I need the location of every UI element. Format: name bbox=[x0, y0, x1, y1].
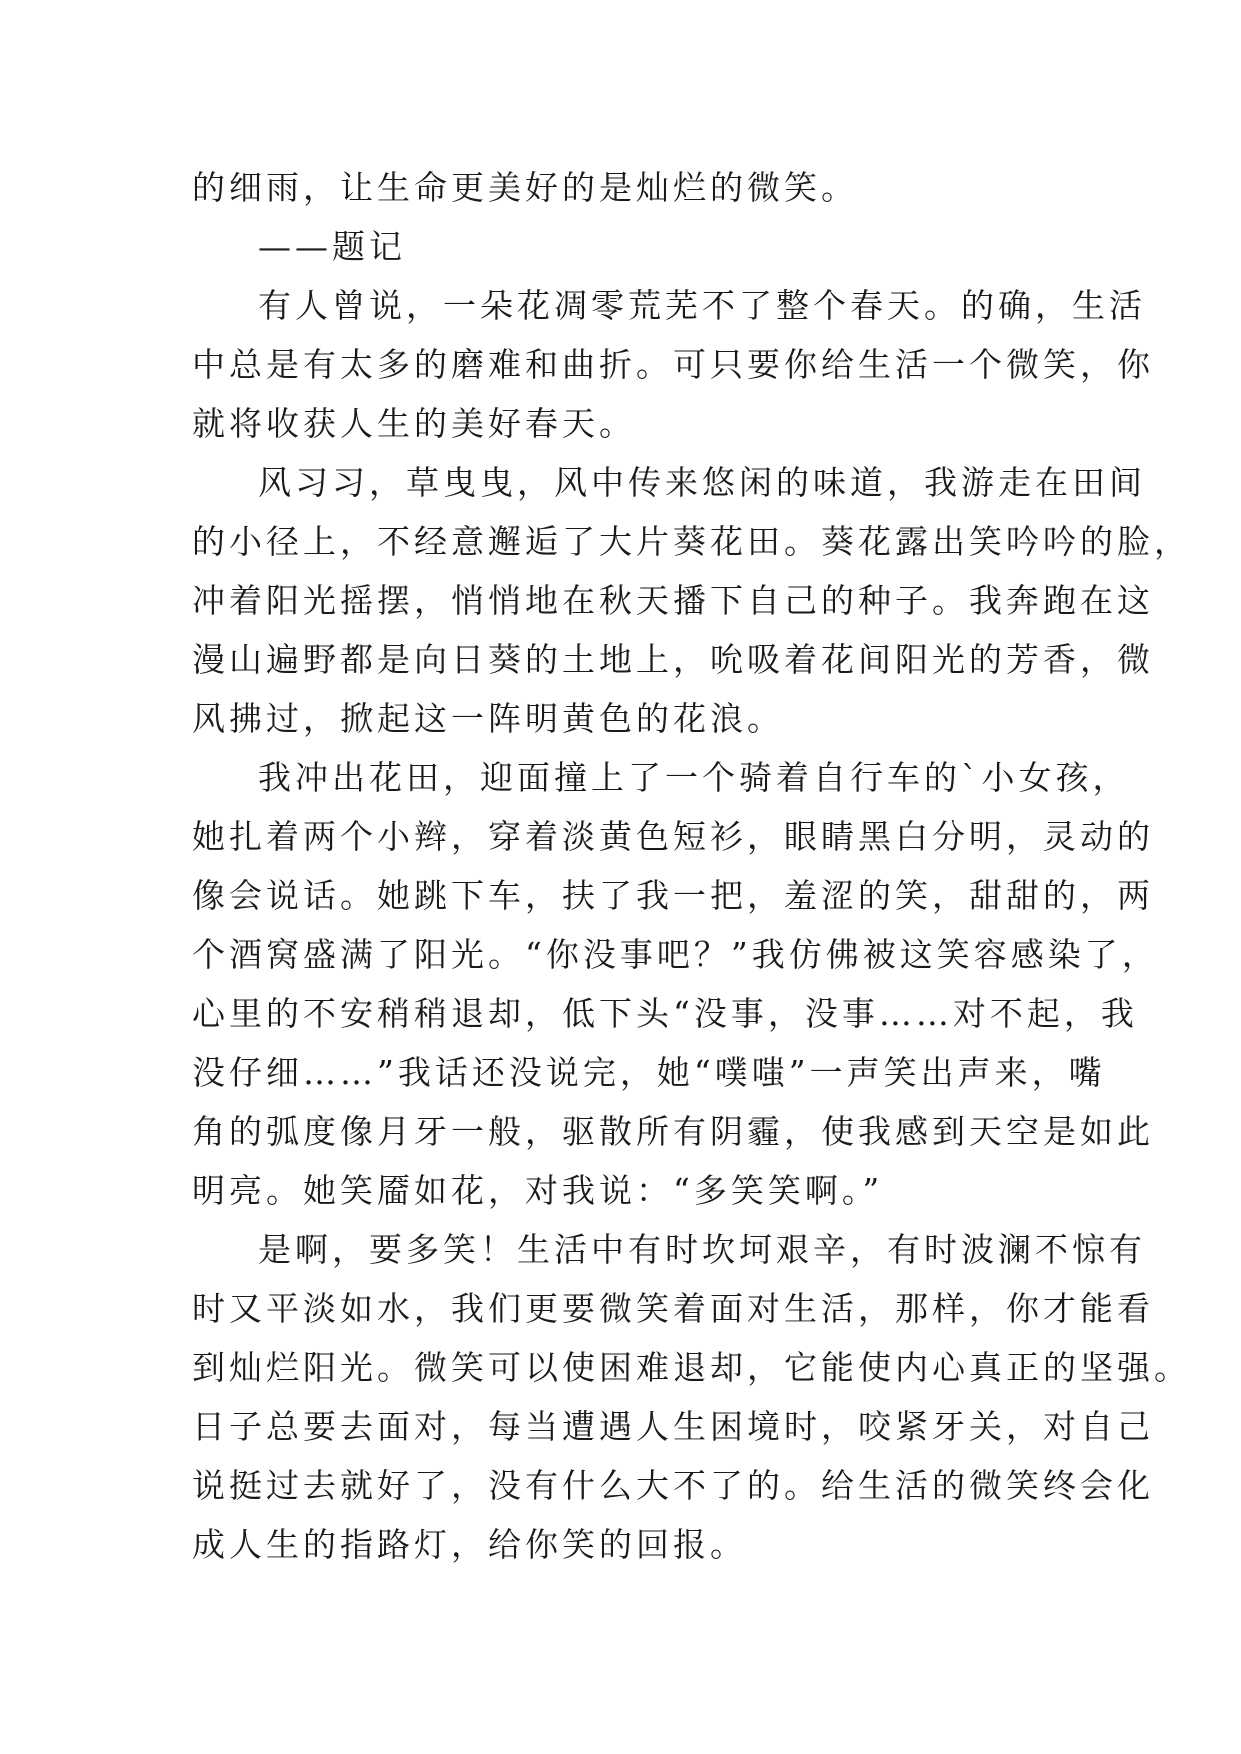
text-line: 时又平淡如水，我们更要微笑着面对生活，那样，你才能看 bbox=[192, 1289, 1154, 1328]
epigraph-attribution: ——题记 bbox=[258, 227, 406, 266]
text-line: 风拂过，掀起这一阵明黄色的花浪。 bbox=[192, 699, 784, 738]
text-line: 冲着阳光摇摆，悄悄地在秋天播下自己的种子。我奔跑在这 bbox=[192, 581, 1154, 620]
text-line: 的小径上，不经意邂逅了大片葵花田。葵花露出笑吟吟的脸， bbox=[192, 522, 1191, 561]
paragraph-start-line: 有人曾说，一朵花凋零荒芜不了整个春天。的确，生活 bbox=[258, 286, 1146, 325]
paragraph-start-line: 是啊，要多笑！生活中有时坎坷艰辛，有时波澜不惊有 bbox=[258, 1230, 1146, 1269]
text-line: 的细雨，让生命更美好的是灿烂的微笑。 bbox=[192, 168, 858, 207]
text-line: 她扎着两个小辫，穿着淡黄色短衫，眼睛黑白分明，灵动的 bbox=[192, 817, 1154, 856]
text-line: 漫山遍野都是向日葵的土地上，吮吸着花间阳光的芳香，微 bbox=[192, 640, 1154, 679]
text-line: 个酒窝盛满了阳光。“你没事吧？”我仿佛被这笑容感染了， bbox=[192, 935, 1159, 974]
paragraph-start-line: 风习习，草曳曳，风中传来悠闲的味道，我游走在田间 bbox=[258, 463, 1146, 502]
text-line: 明亮。她笑靥如花，对我说：“多笑笑啊。” bbox=[192, 1171, 884, 1210]
paragraph-start-line: 我冲出花田，迎面撞上了一个骑着自行车的`小女孩， bbox=[258, 758, 1130, 797]
text-line: 日子总要去面对，每当遭遇人生困境时，咬紧牙关，对自己 bbox=[192, 1407, 1154, 1446]
text-line: 成人生的指路灯，给你笑的回报。 bbox=[192, 1525, 747, 1564]
text-line: 心里的不安稍稍退却，低下头“没事，没事……对不起，我 bbox=[192, 994, 1138, 1033]
text-line: 就将收获人生的美好春天。 bbox=[192, 404, 636, 443]
essay-body bbox=[192, 158, 1191, 1574]
text-line: 到灿烂阳光。微笑可以使困难退却，它能使内心真正的坚强。 bbox=[192, 1348, 1191, 1387]
text-line: 中总是有太多的磨难和曲折。可只要你给生活一个微笑，你 bbox=[192, 345, 1154, 384]
text-line: 说挺过去就好了，没有什么大不了的。给生活的微笑终会化 bbox=[192, 1466, 1154, 1505]
text-line: 角的弧度像月牙一般，驱散所有阴霾，使我感到天空是如此 bbox=[192, 1112, 1154, 1151]
text-line: 像会说话。她跳下车，扶了我一把，羞涩的笑，甜甜的，两 bbox=[192, 876, 1154, 915]
text-line: 没仔细……”我话还没说完，她“噗嗤”一声笑出声来，嘴 bbox=[192, 1053, 1106, 1092]
